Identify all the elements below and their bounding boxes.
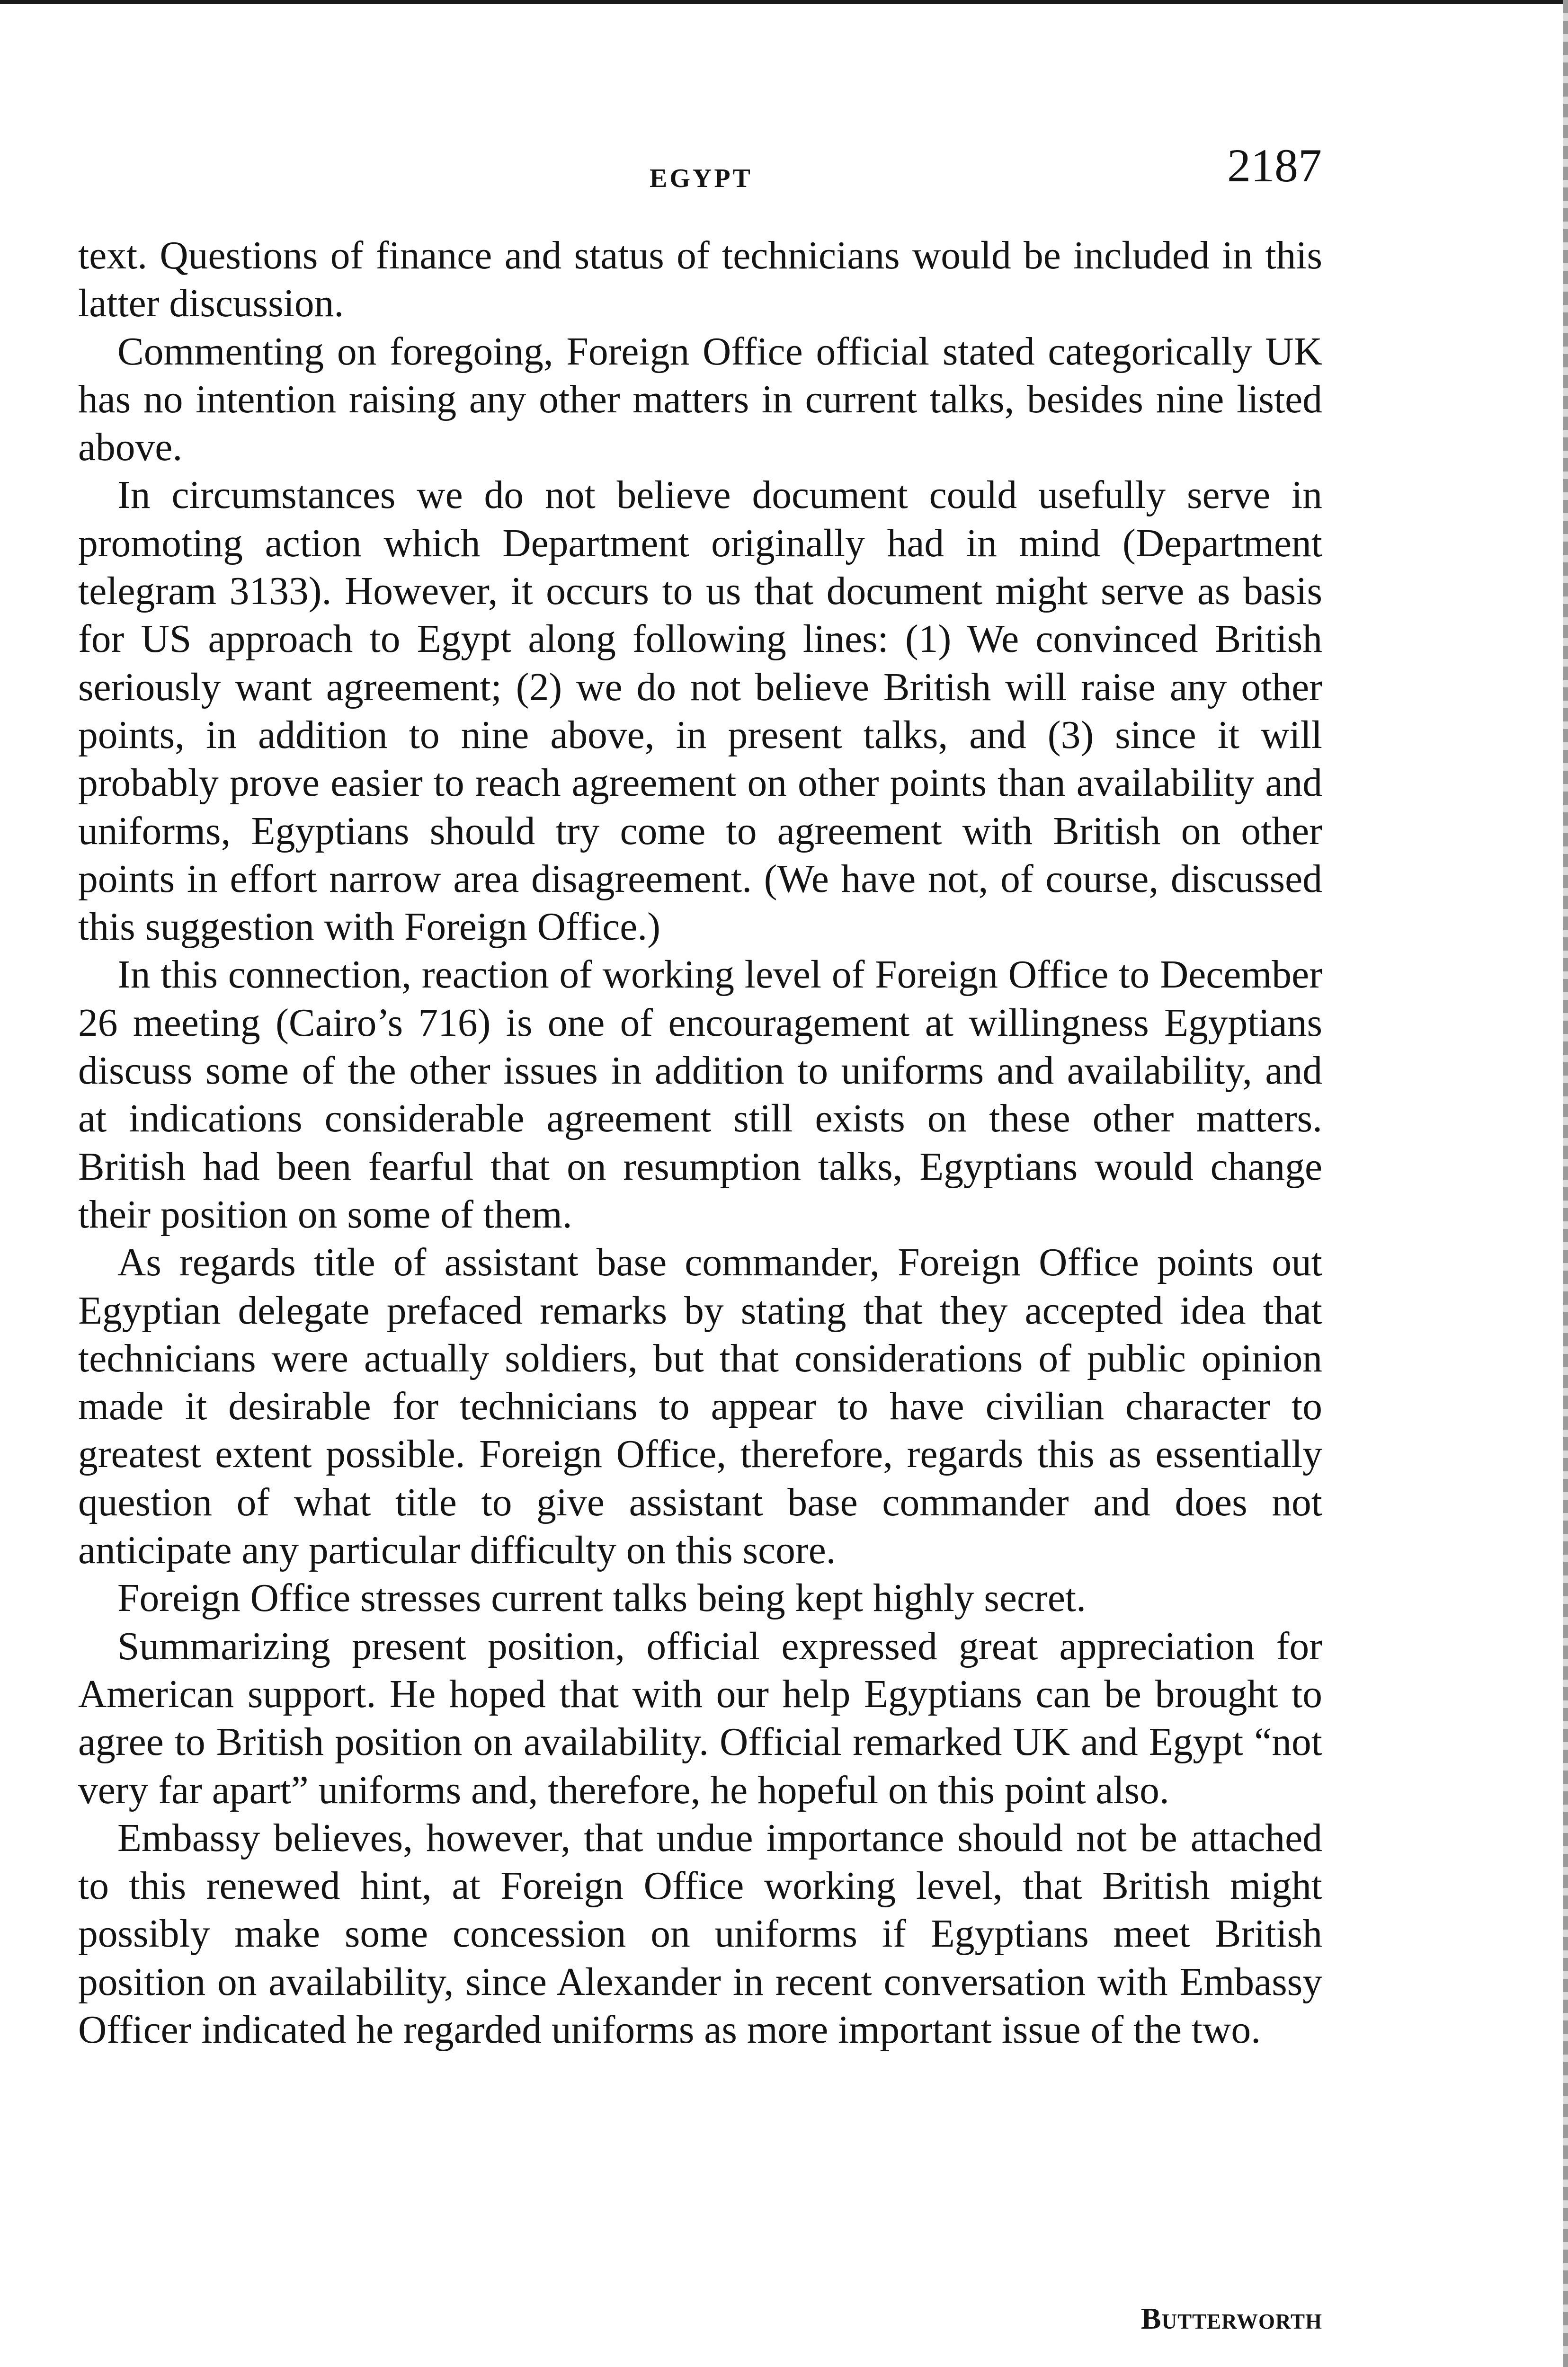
signature: Butterworth: [1140, 2302, 1322, 2335]
running-title: EGYPT: [650, 164, 753, 193]
paragraph: Commenting on foregoing, Foreign Office official stated categorically UK has no intention raising any other matters in current talks, besides nine listed above.: [78, 329, 1322, 470]
paragraph: In circumstances we do not believe document could usefully serve in promoting action which Department originally had in mind (Department telegram 3133). However, it occurs to us that document might serve as basis for US approach to Egypt along following lines: (1) We convinced British seriously want agreement; (2) we do not believe British will raise any other points, in addition to nine above, in present talks, and (3) since it will probably prove easier to reach agreement on other points than availability and uniforms, Egyptians should try come to agreement with British on other points in effort narrow area disagreement. (We have not, of course, discussed this suggestion with Foreign Office.): [78, 473, 1322, 949]
page-number: 2187: [1227, 139, 1322, 192]
paragraph: Embassy believes, however, that undue importance should not be attached to this renewed hint, at Foreign Office working level, that British might possibly make some concession on uniforms if Egyptians meet British position on availability, since Alexander in recent conversation with Embassy Officer indicated he regarded uniforms as more important issue of the two.: [78, 1816, 1322, 2052]
paragraph: Foreign Office stresses current talks being kept highly secret.: [117, 1576, 1086, 1620]
top-page-edge: [0, 0, 1568, 4]
paragraph-continued: text. Questions of finance and status of technicians would be included in this latter discussion.: [78, 234, 1322, 326]
right-page-edge: [1563, 0, 1568, 2367]
document-body: [78, 232, 1322, 2054]
paragraph: In this connection, reaction of working level of Foreign Office to December 26 meeting (Cairo’s 716) is one of encouragement at willingness Egyptians discuss some of the other issues in addition to uniforms and availability, and at indications considerable agreement still exists on these other matters. British had been fearful that on resumption talks, Egyptians would change their position on some of them.: [78, 953, 1322, 1237]
paragraph: Summarizing present position, official expressed great appreciation for American support. He hoped that with our help Egyptians can be brought to agree to British position on availability. Official remarked UK and Egypt “not very far apart” uniforms and, therefore, he hopeful on this point also.: [78, 1624, 1322, 1812]
paragraph: As regards title of assistant base commander, Foreign Office points out Egyptian delegate prefaced remarks by stating that they accepted idea that technicians were actually soldiers, but that considerations of public opinion made it desirable for technicians to appear to have civilian character to greatest extent possible. Foreign Office, therefore, regards this as essentially question of what title to give assistant base commander and does not anticipate any particular difficulty on this score.: [78, 1241, 1322, 1573]
